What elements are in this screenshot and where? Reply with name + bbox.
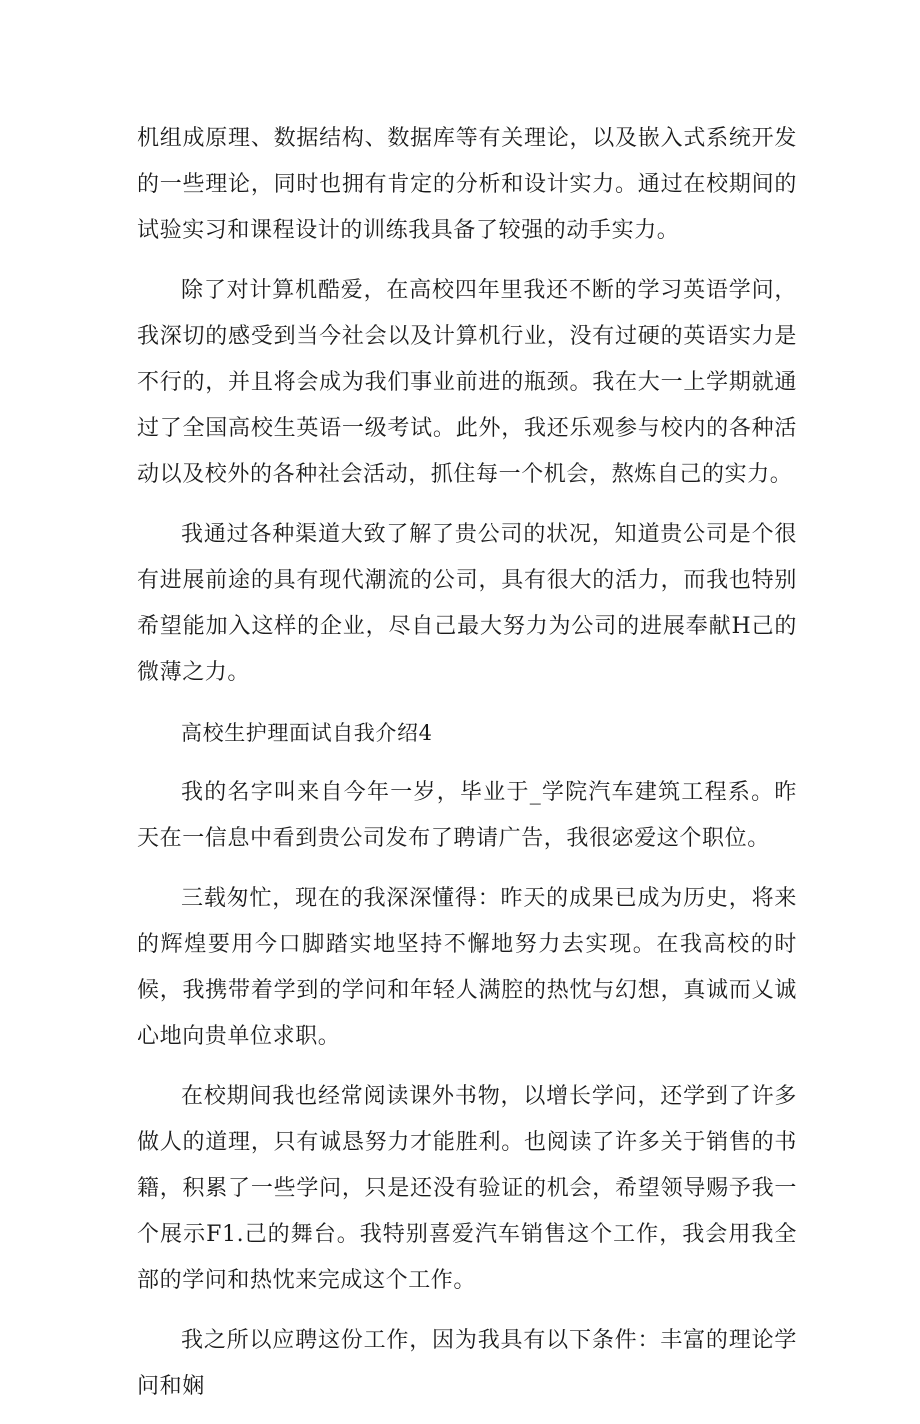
paragraph-6: 在校期间我也经常阅读课外书物，以增长学问，还学到了许多做人的道理，只有诚恳努力才能胜利。也阅读了许多关于销售的书籍，积累了一些学问，只是还没有验证的机会，希望领导赐予我一个展示F1.己的舞台。我特别喜爱汽车销售这个工作，我会用我全部的学问和热忱来完成这个工作。 xyxy=(137,1084,797,1293)
paragraph-3: 我通过各种渠道大致了解了贵公司的状况，知道贵公司是个很有进展前途的具有现代潮流的公司，具有很大的活力，而我也特别希望能加入这样的企业，尽自己最大努力为公司的进展奉献H己的微薄之力。 xyxy=(137,522,797,685)
paragraph-1: 机组成原理、数据结构、数据库等有关理论，以及嵌入式系统开发的一些理论，同时也拥有肯定的分析和设计实力。通过在校期间的试验实习和课程设计的训练我具备了较强的动手实力。 xyxy=(137,126,797,243)
paragraph-2: 除了对计算机酷爱，在高校四年里我还不断的学习英语学问，我深切的感受到当今社会以及计算机行业，没有过硬的英语实力是不行的，并且将会成为我们事业前进的瓶颈。我在大一上学期就通过了全国高校生英语一级考试。此外，我还乐观参与校内的各种活动以及校外的各种社会活动，抓住每一个机会，熬炼自己的实力。 xyxy=(137,278,797,487)
paragraph-5: 三载匆忙，现在的我深深懂得：昨天的成果已成为历史，将来的辉煌要用今口脚踏实地坚持不懈地努力去实现。在我高校的时候，我携带着学到的学问和年轻人满腔的热忱与幻想，真诚而乂诚心地向贵单位求职。 xyxy=(137,886,797,1049)
section-heading: 高校生护理面试自我介绍4 xyxy=(181,721,433,745)
document-body xyxy=(137,116,797,1424)
paragraph-7: 我之所以应聘这份工作，因为我具有以下条件：丰富的理论学问和娴 xyxy=(137,1328,797,1399)
paragraph-4: 我的名字叫来自今年一岁，毕业于_学院汽车建筑工程系。昨天在一信息中看到贵公司发布了聘请广告，我很宓爱这个职位。 xyxy=(137,780,797,851)
